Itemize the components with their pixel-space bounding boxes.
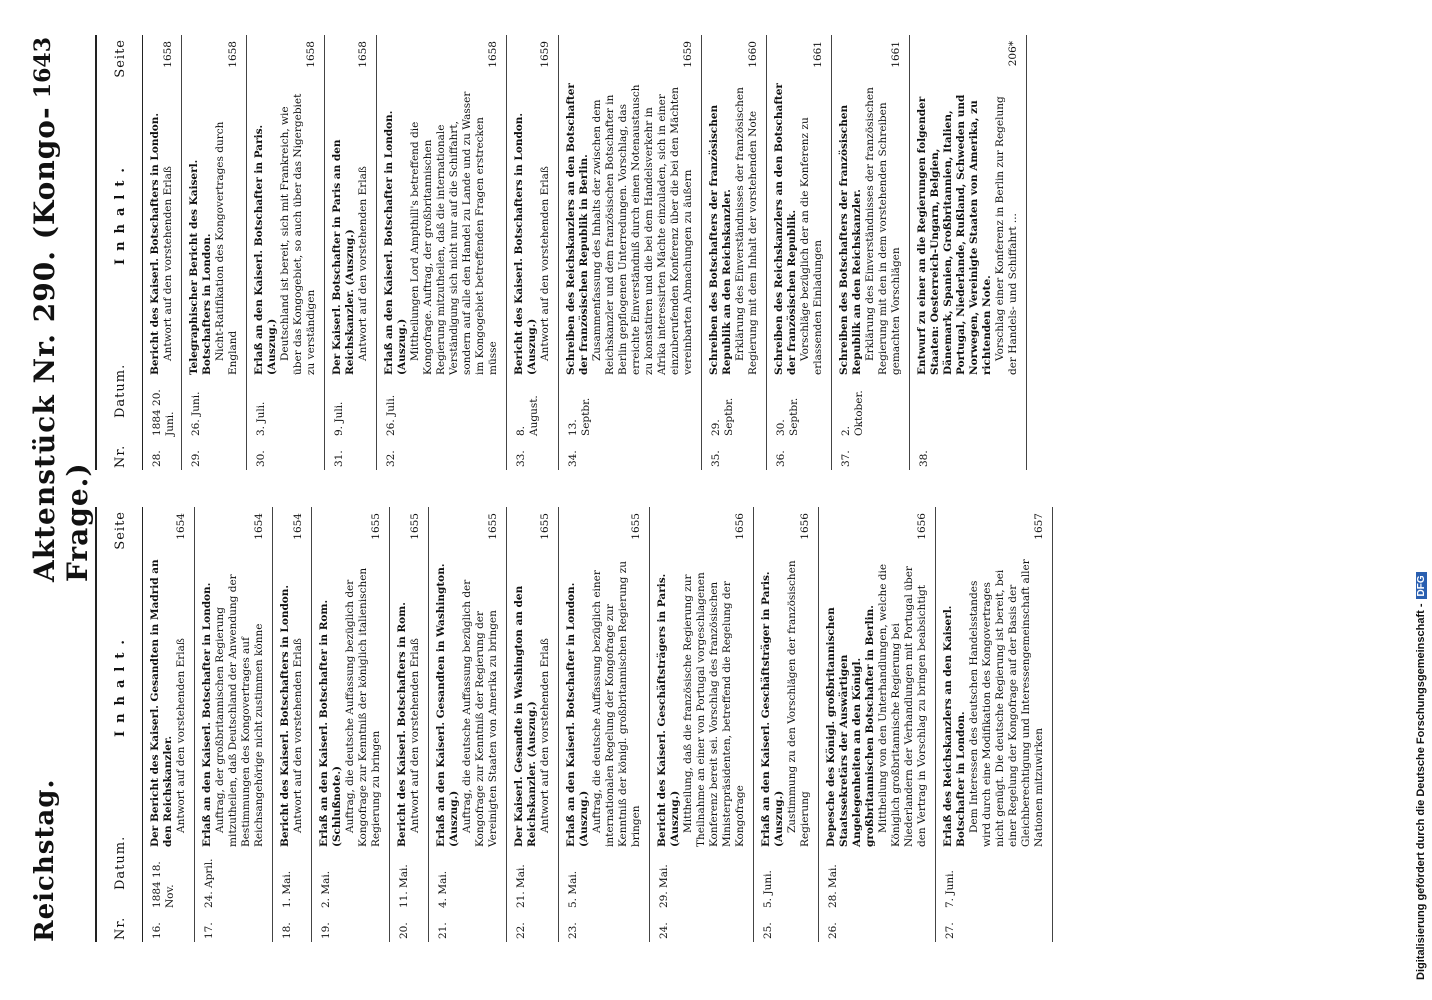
table-header	[95, 35, 143, 470]
row-description: Vorschläge bezüglich der an die Konferenz zu erlassenden Einladungen	[799, 117, 824, 375]
table-row	[195, 507, 273, 942]
row-page: 1656	[799, 513, 811, 540]
row-page: 1658	[305, 41, 317, 68]
row-title: Bericht des Kaiserl. Botschafters in Rom.	[396, 602, 408, 847]
table-row	[377, 35, 507, 470]
row-content	[832, 83, 909, 375]
row-content	[377, 83, 506, 375]
row-description: Zustimmung zu den Vorschlägen der französischen Regierung	[786, 560, 811, 847]
row-description: Antwort auf den vorstehenden Erlaß	[409, 638, 421, 833]
row-page: 1655	[487, 513, 499, 540]
row-title: Erlaß an den Kaiserl. Botschafter in London. (Auszug.)	[383, 110, 408, 375]
row-description: Dem Interessen des deutschen Handelsstandes wird durch eine Modifikation des Kongovertrages nicht genügt. Die deutsche Regierung ist bereit, bei einer Regelung der Kongofrage auf der Basis der Gleichberechtigung und Interessengemeinschaft aller Nationen mitzuwirken	[968, 559, 1045, 847]
row-page: 1656	[916, 513, 928, 540]
row-page: 1658	[162, 41, 174, 68]
row-description: Auftrag, die deutsche Auffassung bezüglich der Kongofrage zur Kenntniß der Regierung der Vereinigten Staaten von Amerika zu bringen	[461, 579, 499, 847]
row-content	[819, 555, 935, 847]
table-row	[390, 507, 429, 942]
table-row	[507, 507, 559, 942]
row-number: 31.	[333, 450, 345, 467]
row-number: 34.	[567, 450, 579, 467]
row-content	[182, 83, 246, 375]
header-date: Datum.	[113, 835, 128, 890]
row-description: Antwort auf den vorstehenden Erlaß	[292, 638, 304, 833]
row-page: 1659	[682, 41, 694, 68]
row-number: 27.	[944, 922, 956, 939]
row-number: 33.	[515, 450, 527, 467]
row-page: 206*	[1007, 41, 1019, 67]
table-header	[95, 507, 143, 942]
row-date: 21. Mai.	[515, 864, 527, 908]
row-number: 37.	[840, 450, 852, 467]
row-date: 4. Mai.	[437, 870, 449, 908]
row-description: Antwort auf den vorstehenden Erlaß	[539, 166, 551, 361]
table-row	[247, 35, 325, 470]
row-title: Depesche des Königl. großbritannischen Staatssekretärs der Auswärtigen Angelegenheiten an den Königl. großbritannischen Botschafter in Berlin.	[825, 605, 876, 847]
table-row	[559, 35, 702, 470]
row-number: 23.	[567, 922, 579, 939]
row-description: Mittheilungen Lord Ampthill's betreffend die Kongofrage. Auftrag, der großbritannischen Regierung mitzutheilen, daß die internationale Verständigung sich nicht nur auf die Schiffahrt, sondern auf alle den Handel zu Lande und zu Wasser im Kongogebiet betreffenden Fragen erstrecken müsse	[409, 91, 499, 375]
row-description: Auftrag, die deutsche Auffassung bezüglich der Kongofrage zur Kenntniß der königlich italienischen Regierung zu bringen	[344, 567, 382, 847]
row-content	[247, 83, 324, 375]
row-date: 5. Juni.	[762, 870, 774, 908]
row-page: 1661	[890, 41, 902, 68]
row-page: 1657	[1033, 513, 1045, 540]
table-row	[910, 35, 1027, 470]
row-content	[507, 83, 558, 375]
row-number: 35.	[710, 450, 722, 467]
row-page: 1659	[539, 41, 551, 68]
row-number: 19.	[320, 922, 332, 939]
row-description: Antwort auf den vorstehenden Erlaß	[162, 166, 174, 361]
header-left: Reichstag.	[30, 778, 60, 942]
row-title: Erlaß des Reichskanzlers an den Kaiserl. Botschafter in London.	[942, 605, 967, 847]
row-number: 29.	[190, 450, 202, 467]
row-date: 2. Oktober.	[840, 390, 865, 436]
table-row	[650, 507, 754, 942]
row-description: Deutschland ist bereit, sich mit Frankreich, wie über das Kongogebiet, so auch über das Nigergebiet zu verständigen	[279, 93, 317, 375]
table-row	[702, 35, 767, 470]
row-page: 1658	[227, 41, 239, 68]
row-description: Mittheilung, daß die französische Regierung zur Theilnahme an einer von Portugal vorgeschlagenen Konferenz bereit sei. Vorschlag des französischen Ministerpräsidenten, betreffend die Regelung der Kongofrage	[682, 572, 746, 847]
row-number: 36.	[775, 450, 787, 467]
row-description: Erklärung des Einverständnisses der französischen Regierung mit dem Inhalt der vorstehenden Note	[734, 87, 759, 375]
row-date: 2. Mai.	[320, 870, 332, 908]
row-content	[559, 83, 701, 375]
table-row	[507, 35, 559, 470]
row-number: 25.	[762, 922, 774, 939]
row-title: Bericht des Kaiserl. Botschafters in London. (Auszug.)	[513, 112, 538, 375]
row-title: Schreiben des Botschafters der französischen Republik an den Reichskanzler.	[838, 104, 863, 375]
row-number: 17.	[203, 922, 215, 939]
row-description: Auftrag, die deutsche Auffassung bezüglich einer internationalen Regelung der Kongofrage zur Kenntniß der königl. großbritannischen Regierung zu bringen	[591, 560, 642, 847]
row-number: 24.	[658, 922, 670, 939]
row-title: Der Kaiserl. Gesandte in Washington an den Reichskanzler. (Auszug.)	[513, 585, 538, 847]
row-number: 20.	[398, 922, 410, 939]
row-date: 7. Juni.	[944, 870, 956, 908]
row-number: 38.	[918, 450, 930, 467]
row-page: 1658	[487, 41, 499, 68]
row-page: 1654	[175, 513, 187, 540]
row-date: 26. Juni.	[190, 391, 202, 436]
row-title: Der Kaiserl. Botschafter in Paris an den Reichskanzler. (Auszug.)	[331, 139, 356, 375]
row-page: 1655	[409, 513, 421, 540]
table-row	[182, 35, 247, 470]
table-row	[312, 507, 390, 942]
header-page: Seite	[113, 511, 128, 550]
row-content	[312, 555, 389, 847]
table-row	[559, 507, 650, 942]
row-page: 1654	[292, 513, 304, 540]
row-number: 21.	[437, 922, 449, 939]
row-date: 30. Septbr.	[775, 397, 800, 436]
credit-text	[1415, 20, 1427, 980]
row-content	[650, 555, 753, 847]
row-page: 1655	[539, 513, 551, 540]
table-row	[143, 507, 195, 942]
row-title: Erlaß an den Kaiserl. Botschafter in Paris. (Auszug.)	[253, 124, 278, 375]
row-title: Bericht des Kaiserl. Geschäftsträgers in Paris. (Auszug.)	[656, 573, 681, 847]
row-content	[273, 555, 311, 847]
dfg-logo: DFG	[1416, 572, 1427, 599]
row-date: 1. Mai.	[281, 870, 293, 908]
header-title: Aktenstück Nr. 290. (Kongo-Frage.)	[28, 106, 94, 582]
row-number: 16.	[151, 922, 163, 939]
row-title: Telegraphischer Bericht des Kaiserl. Botschafters in London.	[188, 159, 213, 375]
row-title: Schreiben des Reichskanzlers an den Botschafter der französischen Republik.	[773, 83, 798, 375]
row-page: 1655	[630, 513, 642, 540]
header-nr: Nr.	[113, 444, 128, 468]
header-content: Inhalt.	[113, 160, 128, 265]
row-title: Erlaß an den Kaiserl. Gesandten in Washington. (Auszug.)	[435, 563, 460, 847]
row-page: 1655	[370, 513, 382, 540]
row-content	[559, 555, 649, 847]
table-row	[832, 35, 910, 470]
row-title: Bericht des Kaiserl. Botschafters in London.	[279, 584, 291, 847]
row-description: Mittheilung von den Unterhandlungen, welche die Königlich großbritannische Regierung bei Niederlandern der Verhandlungen mit Portugal über den Vertrag in Vorschlag zu bringen beabsichtigt	[877, 563, 928, 847]
row-date: 13. Septbr.	[567, 397, 592, 436]
row-content	[390, 555, 428, 847]
table-row	[936, 507, 1053, 942]
row-page: 1654	[253, 513, 265, 540]
page-header	[20, 37, 94, 942]
row-date: 1884 18. Nov.	[151, 861, 176, 908]
header-page: Seite	[113, 39, 128, 78]
sidebar-credit	[1413, 0, 1432, 1000]
row-date: 8. August.	[515, 395, 540, 436]
row-date: 29. Septbr.	[710, 397, 735, 436]
credit-label: Digitalisierung gefördert durch die Deutsche Forschungsgemeinschaft -	[1415, 603, 1427, 980]
header-nr: Nr.	[113, 916, 128, 940]
page-number: 1643	[30, 37, 56, 99]
row-content	[195, 555, 272, 847]
row-page: 1660	[747, 41, 759, 68]
row-date: 11. Mai.	[398, 864, 410, 908]
row-description: Auftrag, der großbritannischen Regierung mitzutheilen, daß Deutschland der Anwendung der Bestimmungen des Kongovertrages auf Reichsangehörige nicht zustimmen könne	[214, 574, 265, 847]
row-description: Antwort auf den vorstehenden Erlaß	[539, 638, 551, 833]
row-number: 28.	[151, 450, 163, 467]
row-title: Schreiben des Botschafters der französischen Republik an den Reichskanzler.	[708, 104, 733, 375]
row-date: 29. Mai.	[658, 864, 670, 908]
header-date: Datum.	[113, 363, 128, 418]
row-title: Erlaß an den Kaiserl. Botschafter in Rom. (Schlußnote.)	[318, 599, 343, 847]
row-number: 26.	[827, 922, 839, 939]
row-date: 5. Mai.	[567, 870, 579, 908]
row-date: 26. Juli.	[385, 394, 397, 436]
table-row	[754, 507, 819, 942]
row-page: 1661	[812, 41, 824, 68]
row-description: Vorschlag einer Konferenz in Berlin zur Regelung der Handels- und Schiffahrt ...	[994, 96, 1019, 375]
row-content	[143, 555, 194, 847]
row-page: 1656	[734, 513, 746, 540]
row-description: Antwort auf den vorstehenden Erlaß	[175, 638, 187, 833]
row-content	[702, 83, 766, 375]
header-content: Inhalt.	[113, 632, 128, 737]
table-row	[767, 35, 832, 470]
row-page: 1658	[357, 41, 369, 68]
row-date: 28. Mai.	[827, 864, 839, 908]
row-title: Schreiben des Reichskanzlers an den Botschafter der französischen Republik in Berlin.	[565, 83, 590, 375]
row-title: Erlaß an den Kaiserl. Geschäftsträger in Paris. (Auszug.)	[760, 571, 785, 847]
row-content	[507, 555, 558, 847]
row-number: 30.	[255, 450, 267, 467]
row-description: Zusammenfassung des Inhalts der zwischen dem Reichskanzler und dem französischen Botschafter in Berlin gepflogenen Unterredungen. Vorschlag, das erreichte Einverständniß durch einen Notenaustausch zu konstatiren und die bei dem Handelsverkehr in Afrika interessirten Mächte einzuladen, sich in einer einzuberufenden Konferenz über die bei den Mächten vereinbarten Abmachungen zu äußern	[591, 84, 694, 375]
table-row	[819, 507, 936, 942]
row-content	[936, 555, 1052, 847]
left-rows	[143, 507, 1053, 942]
left-table	[95, 507, 1200, 942]
row-number: 18.	[281, 922, 293, 939]
row-content	[325, 83, 376, 375]
row-content	[143, 83, 181, 375]
row-content	[910, 83, 1026, 375]
table-row	[143, 35, 182, 470]
table-row	[429, 507, 507, 942]
row-date: 24. April.	[203, 858, 215, 908]
table-row	[325, 35, 377, 470]
row-number: 22.	[515, 922, 527, 939]
row-title: Erlaß an den Kaiserl. Botschafter in London. (Auszug.)	[565, 582, 590, 847]
row-description: Nicht-Ratifikation des Kongovertrages durch England	[214, 121, 239, 375]
row-title: Erlaß an den Kaiserl. Botschafter in London.	[201, 582, 213, 847]
row-description: Erklärung des Einverständnisses der französischen Regierung mit den in dem vorstehenden Schreiben gemachten Vorschlägen	[864, 87, 902, 375]
row-title: Der Bericht des Kaiserl. Gesandten in Madrid an den Reichskanzler.	[149, 559, 174, 847]
row-date: 3. Juli.	[255, 401, 267, 436]
row-description: Antwort auf den vorstehenden Erlaß	[357, 166, 369, 361]
row-title: Entwurf zu einer an die Regierungen folgender Staaten: Oesterreich-Ungarn, Belgien, Dänemark, Spanien, Großbritannien, Italien, Portugal, Niederlande, Rußland, Schweden und Norwegen, Vereinigte Staaten von Amerika, zu richtenden Note.	[916, 94, 993, 375]
row-number: 32.	[385, 450, 397, 467]
row-content	[767, 83, 831, 375]
row-date: 9. Juli.	[333, 401, 345, 436]
row-title: Bericht des Kaiserl. Botschafters in London.	[149, 112, 161, 375]
right-table	[95, 35, 1200, 470]
row-content	[754, 555, 818, 847]
row-content	[429, 555, 506, 847]
right-rows	[143, 35, 1027, 470]
row-date: 1884 20. Juni.	[151, 389, 176, 436]
table-row	[273, 507, 312, 942]
